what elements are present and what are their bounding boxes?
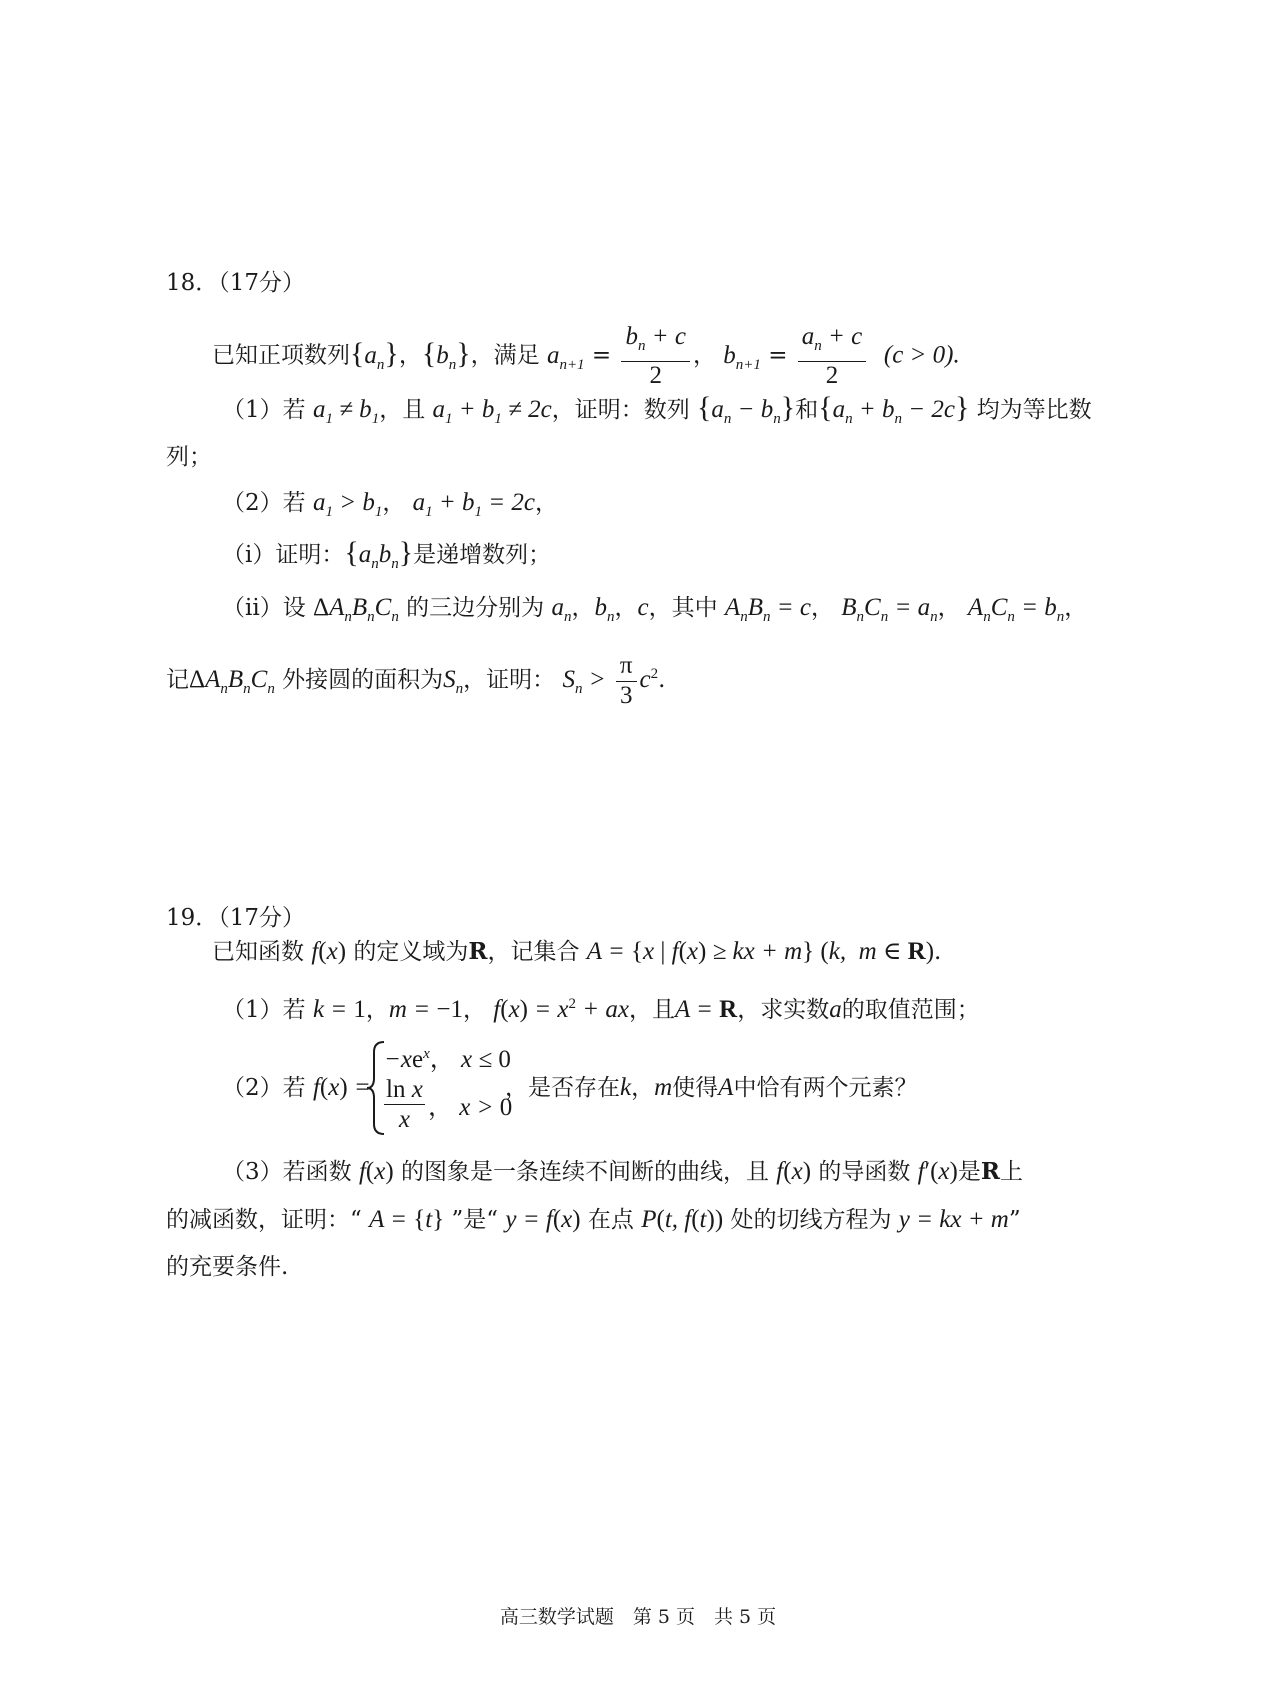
q19-part3-cont: 的减函数，证明：“ A = {t} ”是“ y = f(x) 在点 P(t, f(t)) 处的切线方程为 y = kx + m”: [166, 1206, 1021, 1233]
q19-part3-end: 的充要条件.: [166, 1254, 289, 1280]
q18-part2: （2）若 $a_1 > b_1$， $a_1 + b_1 = 2c$，: [222, 489, 558, 520]
q18-header: 18．（17分）: [166, 270, 306, 296]
q19-piece-2-cond: ， x > 0: [428, 1094, 513, 1121]
q18-part2-ii: （ii）设 $\Delta A_nB_nC_n$ 的三边分别为 $a_n$，$b_n$，c，其中 $A_nB_n = c$， $B_nC_n = a_n$， $A_nC_n = b_n$，: [222, 594, 1088, 625]
q18-condition: (c > 0).: [883, 341, 960, 369]
q19-piece-1: $-xe^x$， x ≤ 0: [384, 1046, 511, 1073]
q19-piece-2-frac: ln x x: [386, 1076, 423, 1133]
page-footer: 高三数学试题 第 5 页 共 5 页: [499, 1606, 777, 1628]
q19-part2-label: （2）若 f(x) =: [222, 1074, 371, 1101]
q19-intro: 已知函数 f(x) 的定义域为R，记集合 A = {x | f(x) ≥ kx + m} (k, m ∈ R).: [212, 938, 942, 965]
q18-intro: 已知正项数列$\{a_n\}$，$\{b_n\}$，满足 $a_{n+1}$ = $\frac{b_n + c}{2}$ ， $b_{n+1}$ = $\frac{a_n + c}{2}$ (c > 0).: [212, 323, 960, 389]
q19-part2-question: ，是否存在k，m使得A中恰有两个元素？: [505, 1074, 918, 1101]
q18-part1-cont: 列；: [166, 444, 212, 470]
q19-header: 19．（17分）: [166, 905, 306, 931]
q19-part1: （1）若 k = 1，m = −1， $f(x) = x^2$ + ax，且A = R，求实数a的取值范围；: [222, 996, 980, 1023]
q18-part1: （1）若 $a_1 \ne b_1$，且 $a_1 + b_1 \ne 2c$，证明：数列 $\{a_n - b_n\}$和$\{a_n + b_n - 2c\}$ 均为等比数: [222, 391, 1092, 427]
q18-part2-ii-cont: 记$\Delta A_nB_nC_n$ 外接圆的面积为$S_n$，证明： $S_n$ > $\frac{\pi}{3}$ $c^2$.: [166, 652, 666, 709]
q19-part3: （3）若函数 f(x) 的图象是一条连续不间断的曲线，且 f(x) 的导函数 f′(x)是R上: [222, 1158, 1023, 1185]
q18-part2-i: （i）证明：$\{a_nb_n\}$是递增数列；: [222, 536, 552, 572]
